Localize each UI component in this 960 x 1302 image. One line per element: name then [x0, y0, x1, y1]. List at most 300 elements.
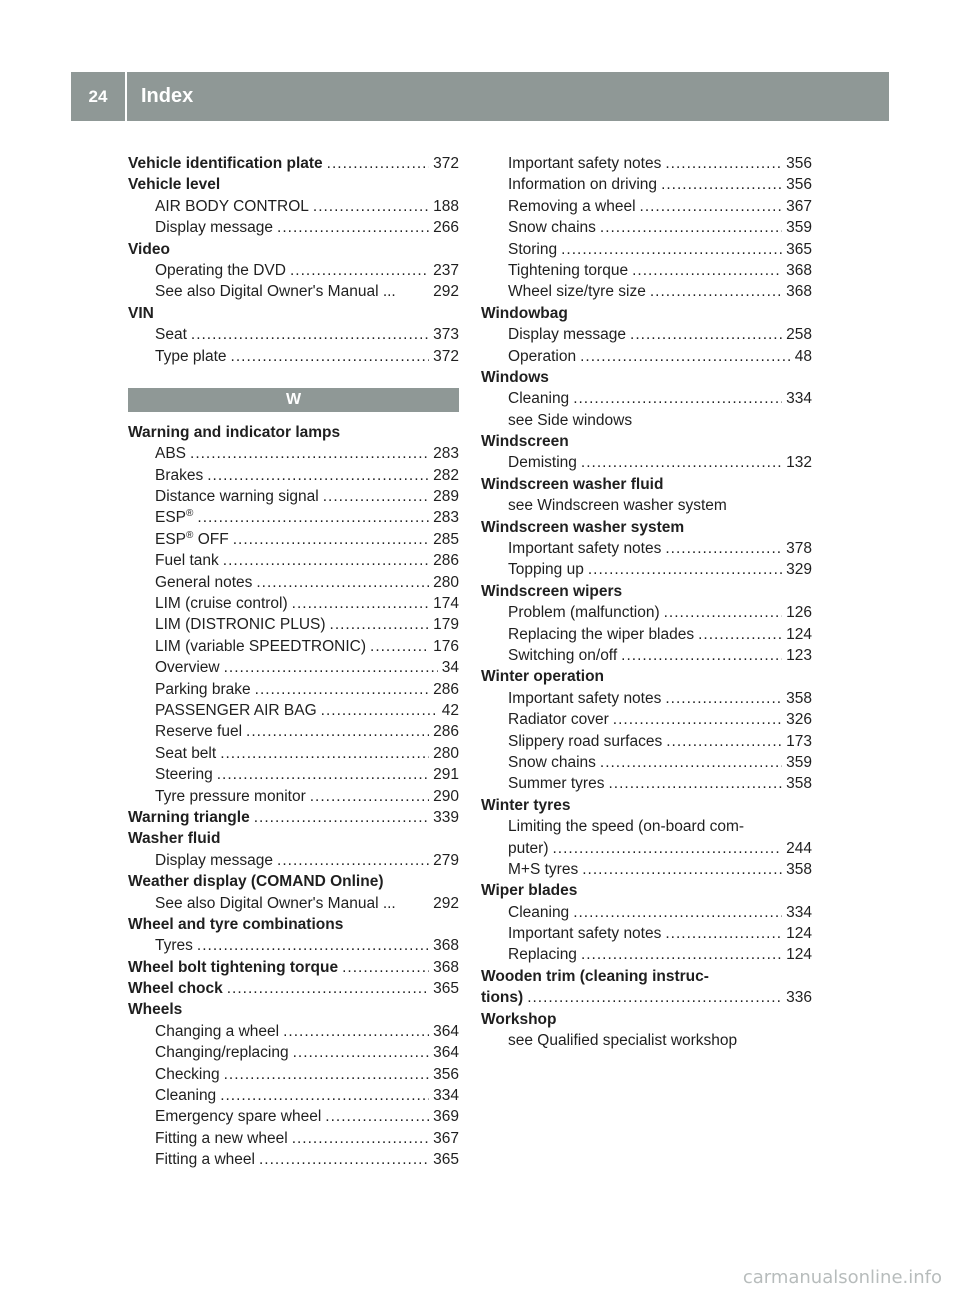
index-subentry [481, 217, 812, 238]
entry-label: Fitting a new wheel [155, 1129, 288, 1147]
page-ref: 358 [786, 689, 812, 707]
index-subentry [481, 602, 812, 623]
page-header [71, 72, 889, 121]
entry-label: Warning and indicator lamps [128, 423, 341, 441]
page-ref: 339 [433, 808, 459, 826]
entry-label: Wheel chock [128, 980, 223, 998]
index-subentry [481, 196, 812, 217]
index-subentry [481, 709, 812, 730]
index-entry [128, 914, 459, 935]
page-ref: 286 [433, 723, 459, 741]
leader-dots [190, 443, 429, 464]
index-subentry [481, 324, 812, 345]
entry-label: VIN [128, 304, 154, 322]
index-subentry [481, 153, 812, 174]
leader-dots [231, 346, 430, 367]
page-ref: 365 [433, 1151, 459, 1169]
leader-dots [259, 1149, 429, 1170]
leader-dots [323, 486, 429, 507]
entry-label: AIR BODY CONTROL [155, 197, 309, 215]
page-ref: 359 [786, 219, 812, 237]
index-subentry [481, 838, 812, 859]
entry-label: Fuel tank [155, 552, 219, 570]
leader-dots [220, 743, 429, 764]
entry-label: Display message [508, 326, 627, 344]
entry-label: Demisting [508, 454, 577, 472]
index-subentry [128, 593, 459, 614]
leader-dots [197, 935, 429, 956]
entry-label: Warning triangle [128, 808, 250, 826]
index-entry [128, 239, 459, 260]
index-subentry [481, 731, 812, 752]
entry-label: Windscreen washer system [481, 518, 685, 536]
page-ref: 179 [433, 616, 459, 634]
entry-label: Operation [508, 347, 577, 365]
page-ref: 329 [786, 561, 812, 579]
leader-dots [661, 174, 782, 195]
entry-label: ESP® OFF [155, 529, 229, 548]
leader-dots [325, 1106, 429, 1127]
index-subentry [128, 1021, 459, 1042]
leader-dots [527, 987, 782, 1008]
entry-label: Steering [155, 766, 213, 784]
leader-dots [665, 153, 782, 174]
leader-dots [650, 281, 782, 302]
index-entry [481, 431, 812, 452]
entry-label: Wheel and tyre combinations [128, 915, 344, 933]
index-subentry [128, 893, 459, 914]
index-subentry [481, 645, 812, 666]
page-ref: 124 [786, 925, 812, 943]
entry-label: Replacing [508, 946, 577, 964]
entry-label: Cleaning [508, 390, 570, 408]
leader-dots [573, 388, 782, 409]
entry-label: Weather display (COMAND Online) [128, 873, 384, 891]
entry-label: LIM (variable SPEEDTRONIC) [155, 637, 367, 655]
header-divider [125, 72, 127, 121]
entry-label: Switching on/off [508, 646, 618, 664]
index-entry [481, 880, 812, 901]
index-subentry [128, 679, 459, 700]
index-entry [481, 987, 812, 1008]
leader-dots [217, 764, 429, 785]
index-subentry [128, 529, 459, 550]
index-entry [128, 422, 459, 443]
entry-label: ABS [155, 445, 187, 463]
page-ref: 279 [433, 851, 459, 869]
page-ref: 336 [786, 989, 812, 1007]
leader-dots [630, 324, 782, 345]
entry-label: LIM (cruise control) [155, 595, 288, 613]
index-subentry [128, 636, 459, 657]
page-ref: 373 [433, 326, 459, 344]
leader-dots [665, 538, 782, 559]
page-ref: 285 [433, 530, 459, 548]
entry-label: Vehicle level [128, 176, 221, 194]
entry-label: Vehicle identification plate [128, 155, 323, 172]
page-ref: 126 [786, 604, 812, 622]
entry-label: Reserve fuel [155, 723, 243, 741]
entry-label: Washer fluid [128, 830, 221, 848]
index-entry [128, 153, 459, 174]
index-subentry [128, 1106, 459, 1127]
entry-label: LIM (DISTRONIC PLUS) [155, 616, 326, 634]
entry-label: Windows [481, 368, 549, 386]
leader-dots [698, 624, 782, 645]
leader-dots [608, 773, 782, 794]
entry-label: Changing a wheel [155, 1022, 280, 1040]
entry-label: Wheel bolt tightening torque [128, 958, 339, 976]
leader-dots [370, 636, 429, 657]
entry-label: Wheels [128, 1001, 183, 1019]
index-subentry [481, 388, 812, 409]
page-ref: 358 [786, 860, 812, 878]
entry-label: Overview [155, 659, 220, 677]
page-ref: 367 [433, 1129, 459, 1147]
leader-dots [290, 260, 429, 281]
entry-label: Workshop [481, 1010, 557, 1028]
leader-dots [581, 944, 782, 965]
page-ref: 368 [433, 937, 459, 955]
section-title: Index [141, 85, 194, 107]
entry-label: Important safety notes [508, 540, 662, 558]
page-ref: 358 [786, 775, 812, 793]
leader-dots [666, 731, 782, 752]
index-entry [481, 795, 812, 816]
index-subentry [128, 700, 459, 721]
page-ref: 42 [441, 701, 459, 719]
leader-dots [640, 196, 783, 217]
page-ref: 372 [433, 155, 459, 172]
page-ref: 378 [786, 540, 812, 558]
page-ref: 369 [433, 1108, 459, 1126]
index-subentry [481, 902, 812, 923]
page-ref: 367 [786, 197, 812, 215]
entry-label: Wooden trim (cleaning instruc- [481, 967, 709, 985]
index-entry [128, 871, 459, 892]
entry-label: Parking brake [155, 680, 251, 698]
entry-label: See also Digital Owner's Manual ... [155, 283, 396, 301]
page-ref: 334 [786, 903, 812, 921]
index-subentry [481, 752, 812, 773]
entry-label: PASSENGER AIR BAG [155, 701, 317, 719]
index-subentry [128, 743, 459, 764]
page-ref: 244 [786, 839, 812, 857]
entry-label: Summer tyres [508, 775, 605, 793]
index-subentry [128, 324, 459, 345]
leader-dots [224, 1064, 430, 1085]
index-subentry [481, 239, 812, 260]
index-subentry [128, 217, 459, 238]
index-subentry [481, 859, 812, 880]
entry-label: Brakes [155, 466, 204, 484]
entry-label: Slippery road surfaces [508, 732, 663, 750]
leader-dots [580, 346, 791, 367]
index-subentry [481, 538, 812, 559]
leader-dots [632, 260, 782, 281]
index-entry [128, 174, 459, 195]
leader-dots [224, 657, 438, 678]
entry-label: Important safety notes [508, 689, 662, 707]
entry-label: puter) [508, 839, 549, 857]
index-subentry [128, 550, 459, 571]
leader-dots [665, 923, 782, 944]
index-column-right [481, 153, 812, 1051]
index-subentry [128, 614, 459, 635]
index-subentry [128, 281, 459, 302]
index-entry [128, 828, 459, 849]
entry-label: Cleaning [155, 1087, 217, 1105]
index-subentry [481, 773, 812, 794]
leader-dots [600, 752, 782, 773]
index-subentry [128, 346, 459, 367]
entry-label: Wiper blades [481, 882, 578, 900]
page-number: 24 [88, 86, 108, 106]
leader-dots [277, 850, 429, 871]
leader-dots [313, 196, 429, 217]
leader-dots [621, 645, 782, 666]
index-entry [481, 1009, 812, 1030]
page-ref: 368 [786, 283, 812, 301]
page-ref: 34 [441, 659, 459, 677]
index-subentry [481, 688, 812, 709]
entry-label: Distance warning signal [155, 488, 319, 506]
entry-label: tions) [481, 989, 524, 1007]
index-subentry [481, 495, 812, 516]
entry-label: Wheel size/tyre size [508, 283, 646, 301]
index-subentry [128, 260, 459, 281]
page-ref: 292 [433, 283, 459, 301]
leader-dots [293, 1042, 430, 1063]
leader-dots [664, 602, 783, 623]
leader-dots [561, 239, 782, 260]
index-subentry [128, 443, 459, 464]
leader-dots [207, 465, 429, 486]
entry-label: Replacing the wiper blades [508, 625, 695, 643]
page-ref: 283 [433, 445, 459, 463]
page-ref: 326 [786, 711, 812, 729]
page-ref: 132 [786, 454, 812, 472]
entry-label: Tyre pressure monitor [155, 787, 306, 805]
leader-dots [246, 721, 429, 742]
leader-dots [292, 1128, 429, 1149]
entry-label: Seat belt [155, 744, 217, 762]
page-ref: 283 [433, 509, 459, 527]
index-subentry [128, 935, 459, 956]
entry-label: Important safety notes [508, 925, 662, 943]
leader-dots [600, 217, 782, 238]
entry-label: Removing a wheel [508, 197, 636, 215]
index-subentry [481, 174, 812, 195]
index-entry [481, 517, 812, 538]
index-subentry [481, 346, 812, 367]
entry-label: Fitting a wheel [155, 1151, 255, 1169]
index-subentry [481, 452, 812, 473]
page-ref: 291 [433, 766, 459, 784]
page-ref: 173 [786, 732, 812, 750]
entry-label: Tyres [155, 937, 193, 955]
leader-dots [310, 786, 429, 807]
entry-label: Emergency spare wheel [155, 1108, 322, 1126]
leader-dots [197, 507, 429, 528]
entry-label: Limiting the speed (on-board com- [508, 818, 745, 836]
page-ref: 359 [786, 753, 812, 771]
index-group-w-continued [481, 153, 812, 1051]
entry-label: Radiator cover [508, 711, 609, 729]
page-ref: 280 [433, 573, 459, 591]
index-subentry [481, 816, 812, 837]
index-entry [481, 666, 812, 687]
index-group-v [128, 153, 459, 367]
page-ref: 334 [786, 390, 812, 408]
page-ref: 286 [433, 552, 459, 570]
page-ref: 356 [433, 1065, 459, 1083]
index-subentry [128, 786, 459, 807]
leader-dots [330, 614, 430, 635]
leader-dots [292, 593, 429, 614]
index-subentry [481, 944, 812, 965]
index-entry [481, 581, 812, 602]
entry-label: Operating the DVD [155, 261, 286, 279]
entry-label: Windscreen [481, 433, 569, 451]
entry-label: Windscreen washer fluid [481, 475, 664, 493]
leader-dots [191, 324, 429, 345]
leader-dots [321, 700, 438, 721]
entry-label: see Qualified specialist workshop [508, 1032, 738, 1050]
entry-label: Tightening torque [508, 261, 629, 279]
index-entry [481, 966, 812, 987]
letter-heading-w: W [128, 388, 459, 412]
page-ref: 282 [433, 466, 459, 484]
index-entry [128, 957, 459, 978]
page-ref: 292 [433, 894, 459, 912]
index-subentry [481, 281, 812, 302]
entry-label: Important safety notes [508, 155, 662, 172]
leader-dots [277, 217, 429, 238]
index-subentry [128, 1064, 459, 1085]
index-subentry [481, 559, 812, 580]
entry-label: Video [128, 240, 170, 258]
entry-label: Type plate [155, 347, 227, 365]
entry-label: Windowbag [481, 304, 568, 322]
page-ref: 258 [786, 326, 812, 344]
leader-dots [283, 1021, 429, 1042]
leader-dots [223, 550, 429, 571]
leader-dots [581, 452, 782, 473]
entry-label: Display message [155, 851, 274, 869]
entry-label: Problem (malfunction) [508, 604, 660, 622]
leader-dots [665, 688, 782, 709]
page-ref: 237 [433, 261, 459, 279]
index-subentry [128, 657, 459, 678]
index-subentry [128, 850, 459, 871]
index-entry [481, 367, 812, 388]
entry-label: See also Digital Owner's Manual ... [155, 894, 396, 912]
leader-dots [342, 957, 429, 978]
index-subentry [128, 764, 459, 785]
page-ref: 356 [786, 155, 812, 172]
entry-label: see Side windows [508, 411, 633, 429]
index-subentry [481, 1030, 812, 1051]
index-entry [128, 807, 459, 828]
leader-dots [227, 978, 429, 999]
entry-label: Changing/replacing [155, 1044, 289, 1062]
page-ref: 289 [433, 488, 459, 506]
entry-label: Display message [155, 219, 274, 237]
index-entry [128, 303, 459, 324]
page-ref: 372 [433, 347, 459, 365]
index-subentry [481, 624, 812, 645]
leader-dots [255, 679, 429, 700]
leader-dots [613, 709, 782, 730]
index-group-w [128, 422, 459, 1171]
entry-label: Storing [508, 240, 558, 258]
entry-label: ESP® [155, 508, 194, 527]
index-entry [481, 474, 812, 495]
leader-dots [254, 807, 429, 828]
entry-label: Seat [155, 326, 187, 344]
page-ref: 290 [433, 787, 459, 805]
index-subentry [128, 465, 459, 486]
index-entry [128, 999, 459, 1020]
leader-dots [582, 859, 782, 880]
entry-label: Cleaning [508, 903, 570, 921]
index-subentry [128, 486, 459, 507]
leader-dots [553, 838, 783, 859]
entry-label: General notes [155, 573, 253, 591]
entry-label: Snow chains [508, 219, 596, 237]
page-ref: 365 [433, 980, 459, 998]
entry-label: M+S tyres [508, 860, 579, 878]
index-entry [128, 978, 459, 999]
leader-dots [588, 559, 782, 580]
index-subentry [128, 721, 459, 742]
entry-label: see Windscreen washer system [508, 497, 727, 515]
index-subentry [128, 507, 459, 528]
leader-dots [573, 902, 782, 923]
index-subentry [128, 1149, 459, 1170]
leader-dots [220, 1085, 429, 1106]
index-subentry [128, 1085, 459, 1106]
page-ref: 365 [786, 240, 812, 258]
index-entry [481, 303, 812, 324]
page-ref: 334 [433, 1087, 459, 1105]
index-subentry [128, 196, 459, 217]
index-subentry [128, 572, 459, 593]
entry-label: Topping up [508, 561, 584, 579]
entry-label: Checking [155, 1065, 220, 1083]
page-ref: 280 [433, 744, 459, 762]
page-ref: 174 [433, 595, 459, 613]
index-subentry [481, 923, 812, 944]
page-ref: 364 [433, 1044, 459, 1062]
watermark: carmanualsonline.info [742, 1267, 942, 1288]
leader-dots [327, 153, 429, 174]
page-ref: 364 [433, 1022, 459, 1040]
page-ref: 368 [433, 958, 459, 976]
entry-label: Information on driving [508, 176, 658, 194]
page-ref: 124 [786, 946, 812, 964]
entry-label: Snow chains [508, 753, 596, 771]
page-ref: 123 [786, 646, 812, 664]
page-ref: 176 [433, 637, 459, 655]
page-ref: 368 [786, 261, 812, 279]
page-ref: 48 [794, 347, 812, 365]
entry-label: Winter operation [481, 668, 605, 686]
index-subentry [128, 1042, 459, 1063]
entry-label: Windscreen wipers [481, 582, 623, 600]
index-subentry [128, 1128, 459, 1149]
